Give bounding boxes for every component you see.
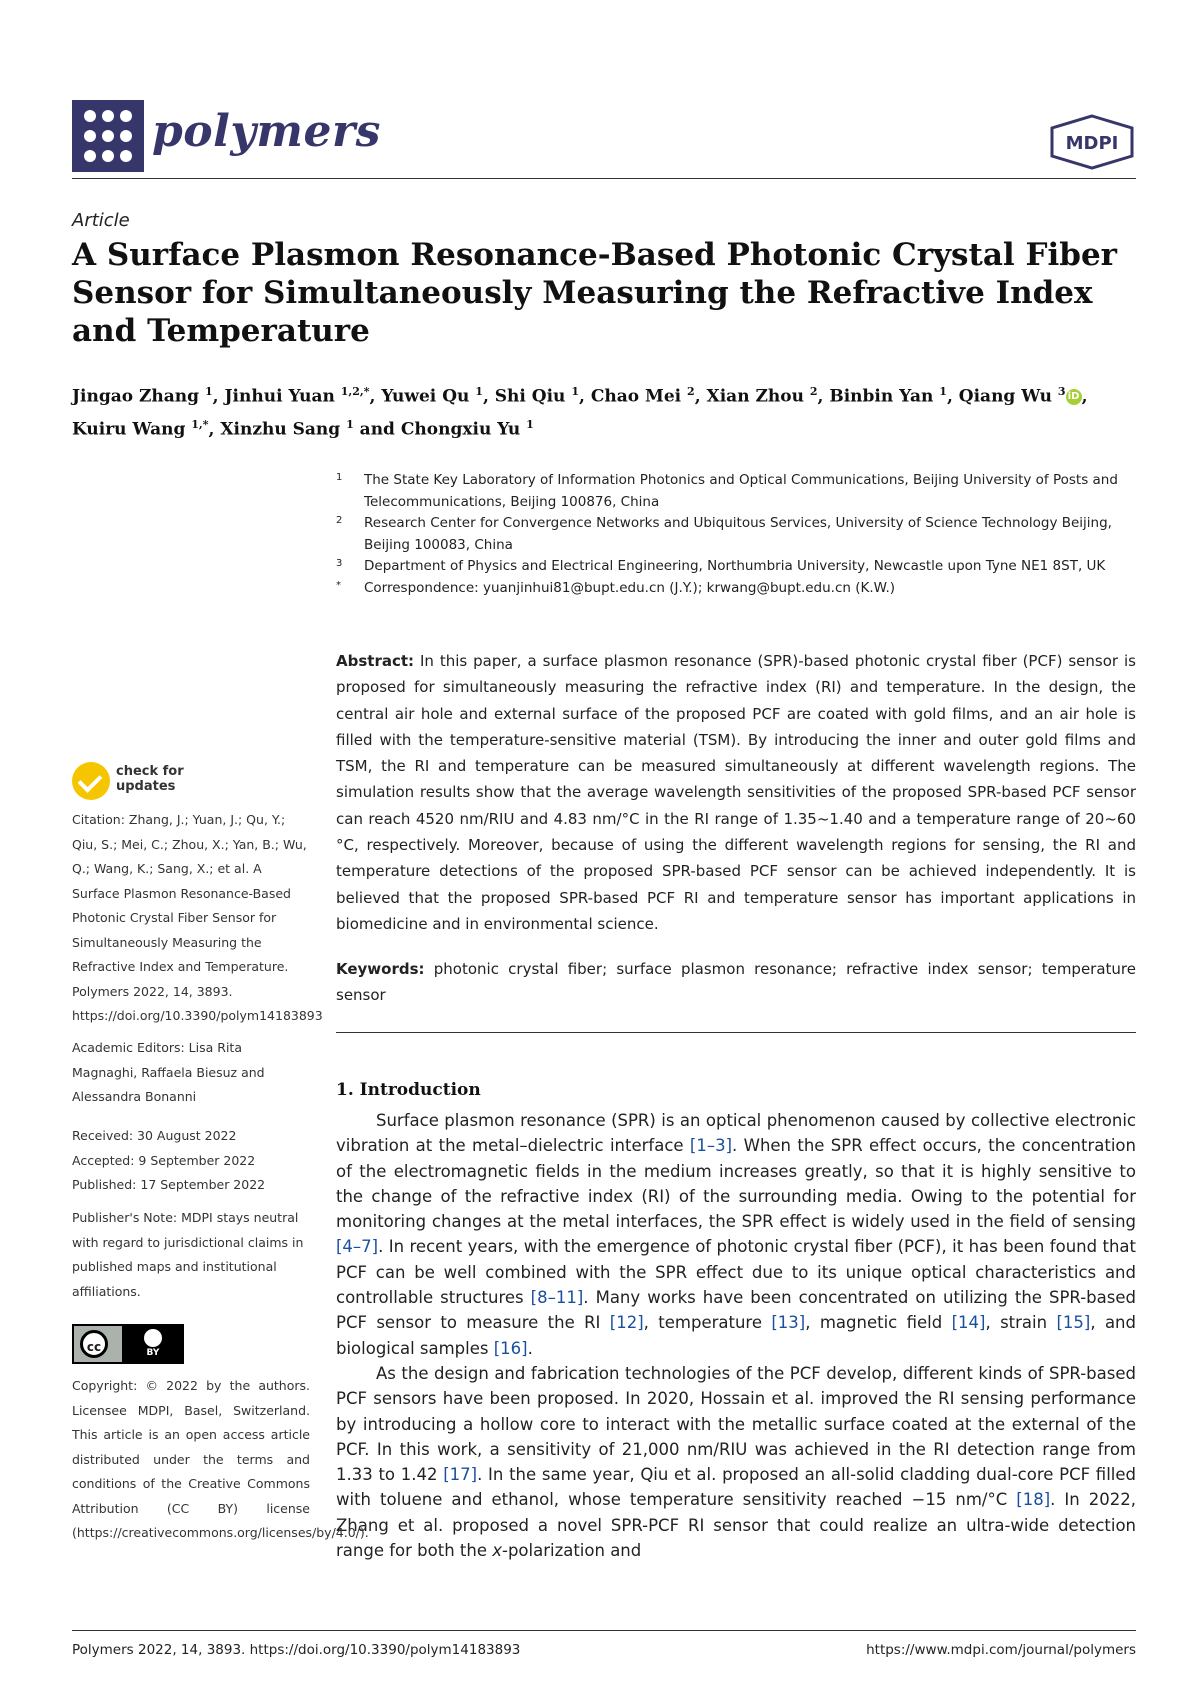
affiliation-number: 3 [336,558,343,569]
intro-text: , temperature [643,1313,772,1333]
intro-text: . In the same year, Qiu et al. proposed an all-solid cladding dual-core PCF filled with toluene and ethanol, whose temperature sensitivity reached −15 nm/°C [336,1465,1136,1510]
accepted-date: Accepted: 9 September 2022 [72,1152,256,1168]
intro-text: , magnetic field [805,1313,952,1333]
citation-link[interactable]: [4–7] [336,1237,379,1257]
affiliation-number: 1 [336,472,343,483]
intro-text: . In recent years, with the emergence of photonic crystal fiber (PCF), it has been found that PCF can be well combined with the SPR effect due to its unique optical characteristics and controllable structures [336,1237,1136,1308]
intro-paragraph-2 [336,1361,1136,1563]
by-label: BY [146,1348,160,1358]
intro-text: x [492,1541,502,1561]
author-name[interactable]: Shi Qiu [494,386,572,407]
published-date: Published: 17 September 2022 [72,1177,266,1192]
author-affiliation-marker: 1 [346,417,354,431]
citation-link[interactable]: [16] [493,1338,528,1358]
author-affiliation-marker: 2 [809,385,818,398]
polymers-logo-icon [72,100,144,172]
intro-body [336,1108,1136,1563]
abstract [336,648,1136,937]
author-name[interactable]: Jingao Zhang [72,386,205,407]
publisher-note: Publisher's Note: MDPI stays neutral with regard to jurisdictional claims in published maps and institutional affiliations. [72,1210,304,1299]
footer-journal-url[interactable]: https://www.mdpi.com/journal/polymers [866,1642,1136,1658]
keywords-text: photonic crystal fiber; surface plasmon resonance; refractive index sensor; temperature sensor [336,960,1136,1004]
intro-text: . When the SPR effect occurs, the concentration of the electromagnetic fields in the medium increases greatly, so that it is highly sensitive to the change of the refractive index (RI) of the surrounding media. Owing to the potential for monitoring changes at the metal interfaces, the SPR effect is widely used in the field of sensing [336,1136,1136,1232]
check-for-updates-badge[interactable] [72,762,192,802]
attribution-person-icon [144,1329,162,1347]
check-updates-label: check for updates [116,764,184,794]
affiliation-text: The State Key Laboratory of Information Photonics and Optical Communications, Beijing University of Posts and Telecommunications, Beijing 100876, China [364,472,1118,510]
academic-editors: Academic Editors: Lisa Rita Magnaghi, Raffaela Biesuz and Alessandra Bonanni [72,1040,265,1104]
cc-icon: cc [80,1330,108,1358]
dates [72,1124,310,1198]
affiliations [336,470,1136,599]
intro-heading: 1. Introduction [336,1080,481,1100]
mdpi-logo-text: MDPI [1065,133,1119,154]
author-name[interactable]: Yuwei Qu [381,386,476,407]
author-affiliation-marker: 1,* [191,417,209,431]
citation-link[interactable]: [15] [1056,1313,1091,1333]
footer-divider [72,1630,1136,1631]
intro-text: , and biological samples [336,1313,1136,1358]
intro-text: , strain [985,1313,1057,1333]
author-name[interactable]: Xinzhu Sang [220,419,347,440]
abstract-text: In this paper, a surface plasmon resonance (SPR)-based photonic crystal fiber (PCF) sensor is proposed for simultaneously measuring the refractive index (RI) and temperature. In the design, the central air hole and external surface of the proposed PCF are coated with gold films, and an air hole is filled with the temperature-sensitive material (TSM). By introducing the inner and outer gold films and TSM, the RI and temperature can be measured simultaneously at different wavelength regions. The simulation results show that the average wavelength sensitivities of the proposed SPR-based PCF sensor can reach 4520 nm/RIU and 4.83 nm/°C in the RI range of 1.35~1.40 and a temperature range of 20~60 °C, respectively. Moreover, because of using the different wavelength regions for sensing, the RI and temperature detections of the proposed SPR-based PCF sensor can be achieved independently. It is believed that the proposed SPR-based PCF RI and temperature sensor has important applications in biomedicine and in environmental science. [336,652,1136,933]
author-affiliation-marker: 1,2,* [340,385,370,398]
affiliation-text: Research Center for Convergence Networks and Ubiquitous Services, University of Science Technology Beijing, Beijing 100083, China [364,515,1112,553]
citation-link[interactable]: [1–3] [689,1136,733,1156]
keywords-label: Keywords: [336,960,425,978]
author-name[interactable]: Xian Zhou [706,386,810,407]
affiliation-number: * [336,579,341,591]
citation-link[interactable]: [13] [771,1313,806,1333]
check-icon [72,762,110,800]
cc-by-license-badge[interactable] [72,1324,184,1364]
section-divider [336,1032,1136,1033]
by-icon [122,1326,184,1362]
citation: Citation: Zhang, J.; Yuan, J.; Qu, Y.; Qiu, S.; Mei, C.; Zhou, X.; Yan, B.; Wu, Q.; Wang, K.; Sang, X.; et al. A Surface Plasmon Resonance-Based Photonic Crystal Fiber Sensor for Simultaneously Measuring the Refractive Index and Temperature. Polymers 2022, 14, 3893. https://doi.org/10.3390/polym14183893 [72,812,323,1023]
affiliation-text: Department of Physics and Electrical Engineering, Northumbria University, Newcastle upon Tyne NE1 8ST, UK [364,558,1106,574]
author-name[interactable]: Jinhui Yuan [224,386,341,407]
affiliation-item [336,513,1136,556]
citation-link[interactable]: [8–11] [530,1288,584,1308]
article-type: Article [72,210,130,231]
article-title: A Surface Plasmon Resonance-Based Photonic Crystal Fiber Sensor for Simultaneously Measuring the Refractive Index and Temperature [72,237,1117,349]
citation-link[interactable]: [17] [443,1465,478,1485]
author-name[interactable]: Chao Mei [590,386,688,407]
author-affiliation-marker: 2 [687,385,695,398]
author-name[interactable]: Qiang Wu [958,386,1058,407]
keywords [336,956,1136,1008]
intro-text: . [527,1338,533,1358]
author-affiliation-marker: 1 [204,385,213,398]
intro-text: . Many works have been concentrated on utilizing the SPR-based PCF sensor to measure the RI [336,1288,1136,1333]
author-affiliation-marker: 3 [1057,385,1066,398]
affiliation-item [336,470,1136,513]
orcid-icon[interactable]: iD [1066,389,1082,405]
citation-link[interactable]: [14] [951,1313,986,1333]
intro-text: . In 2022, Zhang et al. proposed a novel SPR-PCF RI sensor that could realize an ultra-wide detection range for both the [336,1490,1136,1561]
journal-name: polymers [152,106,381,157]
copyright-notice: Copyright: © 2022 by the authors. Licensee MDPI, Basel, Switzerland. This article is an open access article distributed under the terms and conditions of the Creative Commons Attribution (CC BY) license (https://creativecommons.org/licenses/by/4.0/). [72,1378,369,1540]
citation-link[interactable]: [12] [609,1313,644,1333]
author-name[interactable]: Binbin Yan [829,386,940,407]
author-affiliation-marker: 1 [939,385,947,398]
header-divider [72,178,1136,179]
author-affiliation-marker: 1 [571,385,579,398]
intro-text: As the design and fabrication technologies of the PCF develop, different kinds of SPR-based PCF sensors have been proposed. In 2020, Hossain et al. improved the RI sensing performance by introducing a hollow core to interact with the metallic surface coated at the external of the PCF. In this work, a sensitivity of 21,000 nm/RIU was achieved in the RI detection range from 1.33 to 1.42 [336,1363,1136,1485]
footer-citation: Polymers 2022, 14, 3893. https://doi.org/10.3390/polym14183893 [72,1642,521,1658]
abstract-label: Abstract: [336,652,415,670]
affiliation-item [336,556,1136,578]
author-name[interactable]: Kuiru Wang [72,419,192,440]
author-name[interactable]: Chongxiu Yu [400,419,527,440]
intro-paragraph-1 [336,1108,1136,1361]
affiliation-text: Correspondence: yuanjinhui81@bupt.edu.cn (J.Y.); krwang@bupt.edu.cn (K.W.) [364,579,896,596]
intro-text: -polarization and [501,1541,642,1561]
affiliation-item [336,578,1136,600]
author-affiliation-marker: 1 [475,385,483,398]
affiliation-number: 2 [336,515,343,526]
author-list: Jingao Zhang $^1$, Jinhui Yuan $^{1,2,*}$, Yuwei Qu $^1$, Shi Qiu $^1$, Chao Mei $^2$, Xian Zhou $^2$, Binbin Yan $^1$, Qiang Wu $^3$ iD , Kuiru Wang $^{1,*}$, Xinzhu Sang $^1$ and Chongxiu Yu $^1$ [72,385,1088,440]
author-affiliation-marker: 1 [526,417,534,431]
received-date: Received: 30 August 2022 [72,1128,237,1143]
citation-link[interactable]: [18] [1016,1490,1051,1510]
intro-text: Surface plasmon resonance (SPR) is an optical phenomenon caused by collective electronic vibration at the metal–dielectric interface [336,1111,1136,1156]
mdpi-logo-icon [1048,114,1136,170]
